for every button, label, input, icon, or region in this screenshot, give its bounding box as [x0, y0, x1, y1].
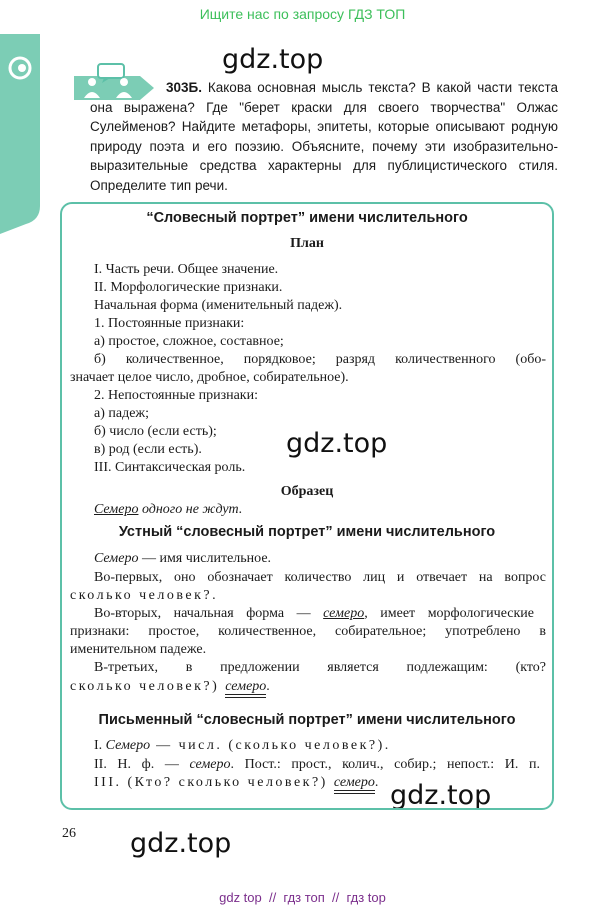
oral-heading: Устный “словесный портрет” имени числительного [118, 524, 496, 540]
oral-p3-line3: именительном падеже. [70, 642, 207, 657]
watermark: gdz.top [130, 828, 232, 859]
sample-subject: Семеро [94, 502, 139, 517]
plan-line: б) число (если есть); [94, 424, 217, 439]
oral-p2-line2: сколько человек?. [70, 588, 219, 603]
footer-links: gdz top // гдз топ // гдз top [219, 890, 386, 905]
plan-line: значает целое число, дробное, собирательное). [70, 370, 349, 385]
plan-line: III. Синтаксическая роль. [94, 460, 246, 475]
watermark: gdz.top [286, 428, 388, 459]
sample-sentence [94, 502, 242, 518]
plan-line: II. Морфологические признаки. [94, 280, 283, 295]
written-line1: I. Семеро — числ. (сколько человек?). [94, 738, 391, 753]
task-text [90, 78, 558, 195]
page-tab-decoration [0, 34, 40, 234]
plan-line: 1. Постоянные признаки: [94, 316, 245, 331]
written-word: семеро [333, 775, 375, 790]
oral-word: семеро [323, 606, 365, 621]
oral-word: семеро [225, 679, 267, 694]
plan-line: в) род (если есть). [94, 442, 202, 457]
page-number: 26 [62, 826, 76, 841]
oral-p1: Семеро — имя числительное. [94, 551, 272, 566]
written-word: Семеро [105, 738, 151, 753]
written-line2: II. Н. ф. — семеро. Пост.: прост., колич., собир.; непост.: И. п. [94, 757, 540, 772]
plan-line: Начальная форма (именительный падеж). [94, 298, 343, 313]
oral-p3-line1: Во-вторых, начальная форма — семеро, имеет морфологические [94, 606, 534, 621]
oral-p4-line2: сколько человек?) семеро. [70, 679, 270, 694]
watermark: gdz.top [390, 780, 492, 811]
top-banner: Ищите нас по запросу ГДЗ ТОП [199, 6, 406, 22]
written-line3: III. (Кто? сколько человек?) семеро. [94, 775, 379, 790]
oral-p4-line1: В-третьих, в предложении является подлежащим: (кто? [94, 660, 546, 675]
plan-line: б) количественное, порядковое; разряд количественного (обо- [94, 352, 546, 367]
written-word: семеро [189, 757, 231, 772]
plan-heading: План [290, 236, 324, 251]
sample-heading: Образец [280, 484, 334, 499]
task-body: Какова основная мысль текста? В какой части текста она выражена? Где "берет краски для своего творчества" Олжас Сулейменов? Найдите метафоры, эпитеты, которые описывают родную природу поэта и его поэзию. Объясните, почему эти изобразительно-выразительные средства характерны для публицистического стиля. Определите тип речи. [90, 80, 558, 193]
sample-rest: одного не ждут. [141, 502, 243, 517]
oral-p2-line1: Во-первых, оно обозначает количество лиц и отвечает на вопрос [94, 570, 546, 585]
oral-word: Семеро [94, 551, 139, 566]
plan-line: 2. Непостоянные признаки: [94, 388, 258, 403]
watermark: gdz.top [222, 44, 324, 75]
oral-p3-line2: признаки: простое, количественное, собирательное; употреблено в [70, 624, 546, 639]
task-number: 303Б. [166, 80, 202, 95]
written-heading: Письменный “словесный портрет” имени числительного [98, 712, 516, 728]
plan-line: а) падеж; [94, 406, 149, 421]
plan-line: а) простое, сложное, составное; [94, 334, 284, 349]
plan-line: I. Часть речи. Общее значение. [94, 262, 279, 277]
box-title: “Словесный портрет” имени числительного [146, 210, 468, 226]
